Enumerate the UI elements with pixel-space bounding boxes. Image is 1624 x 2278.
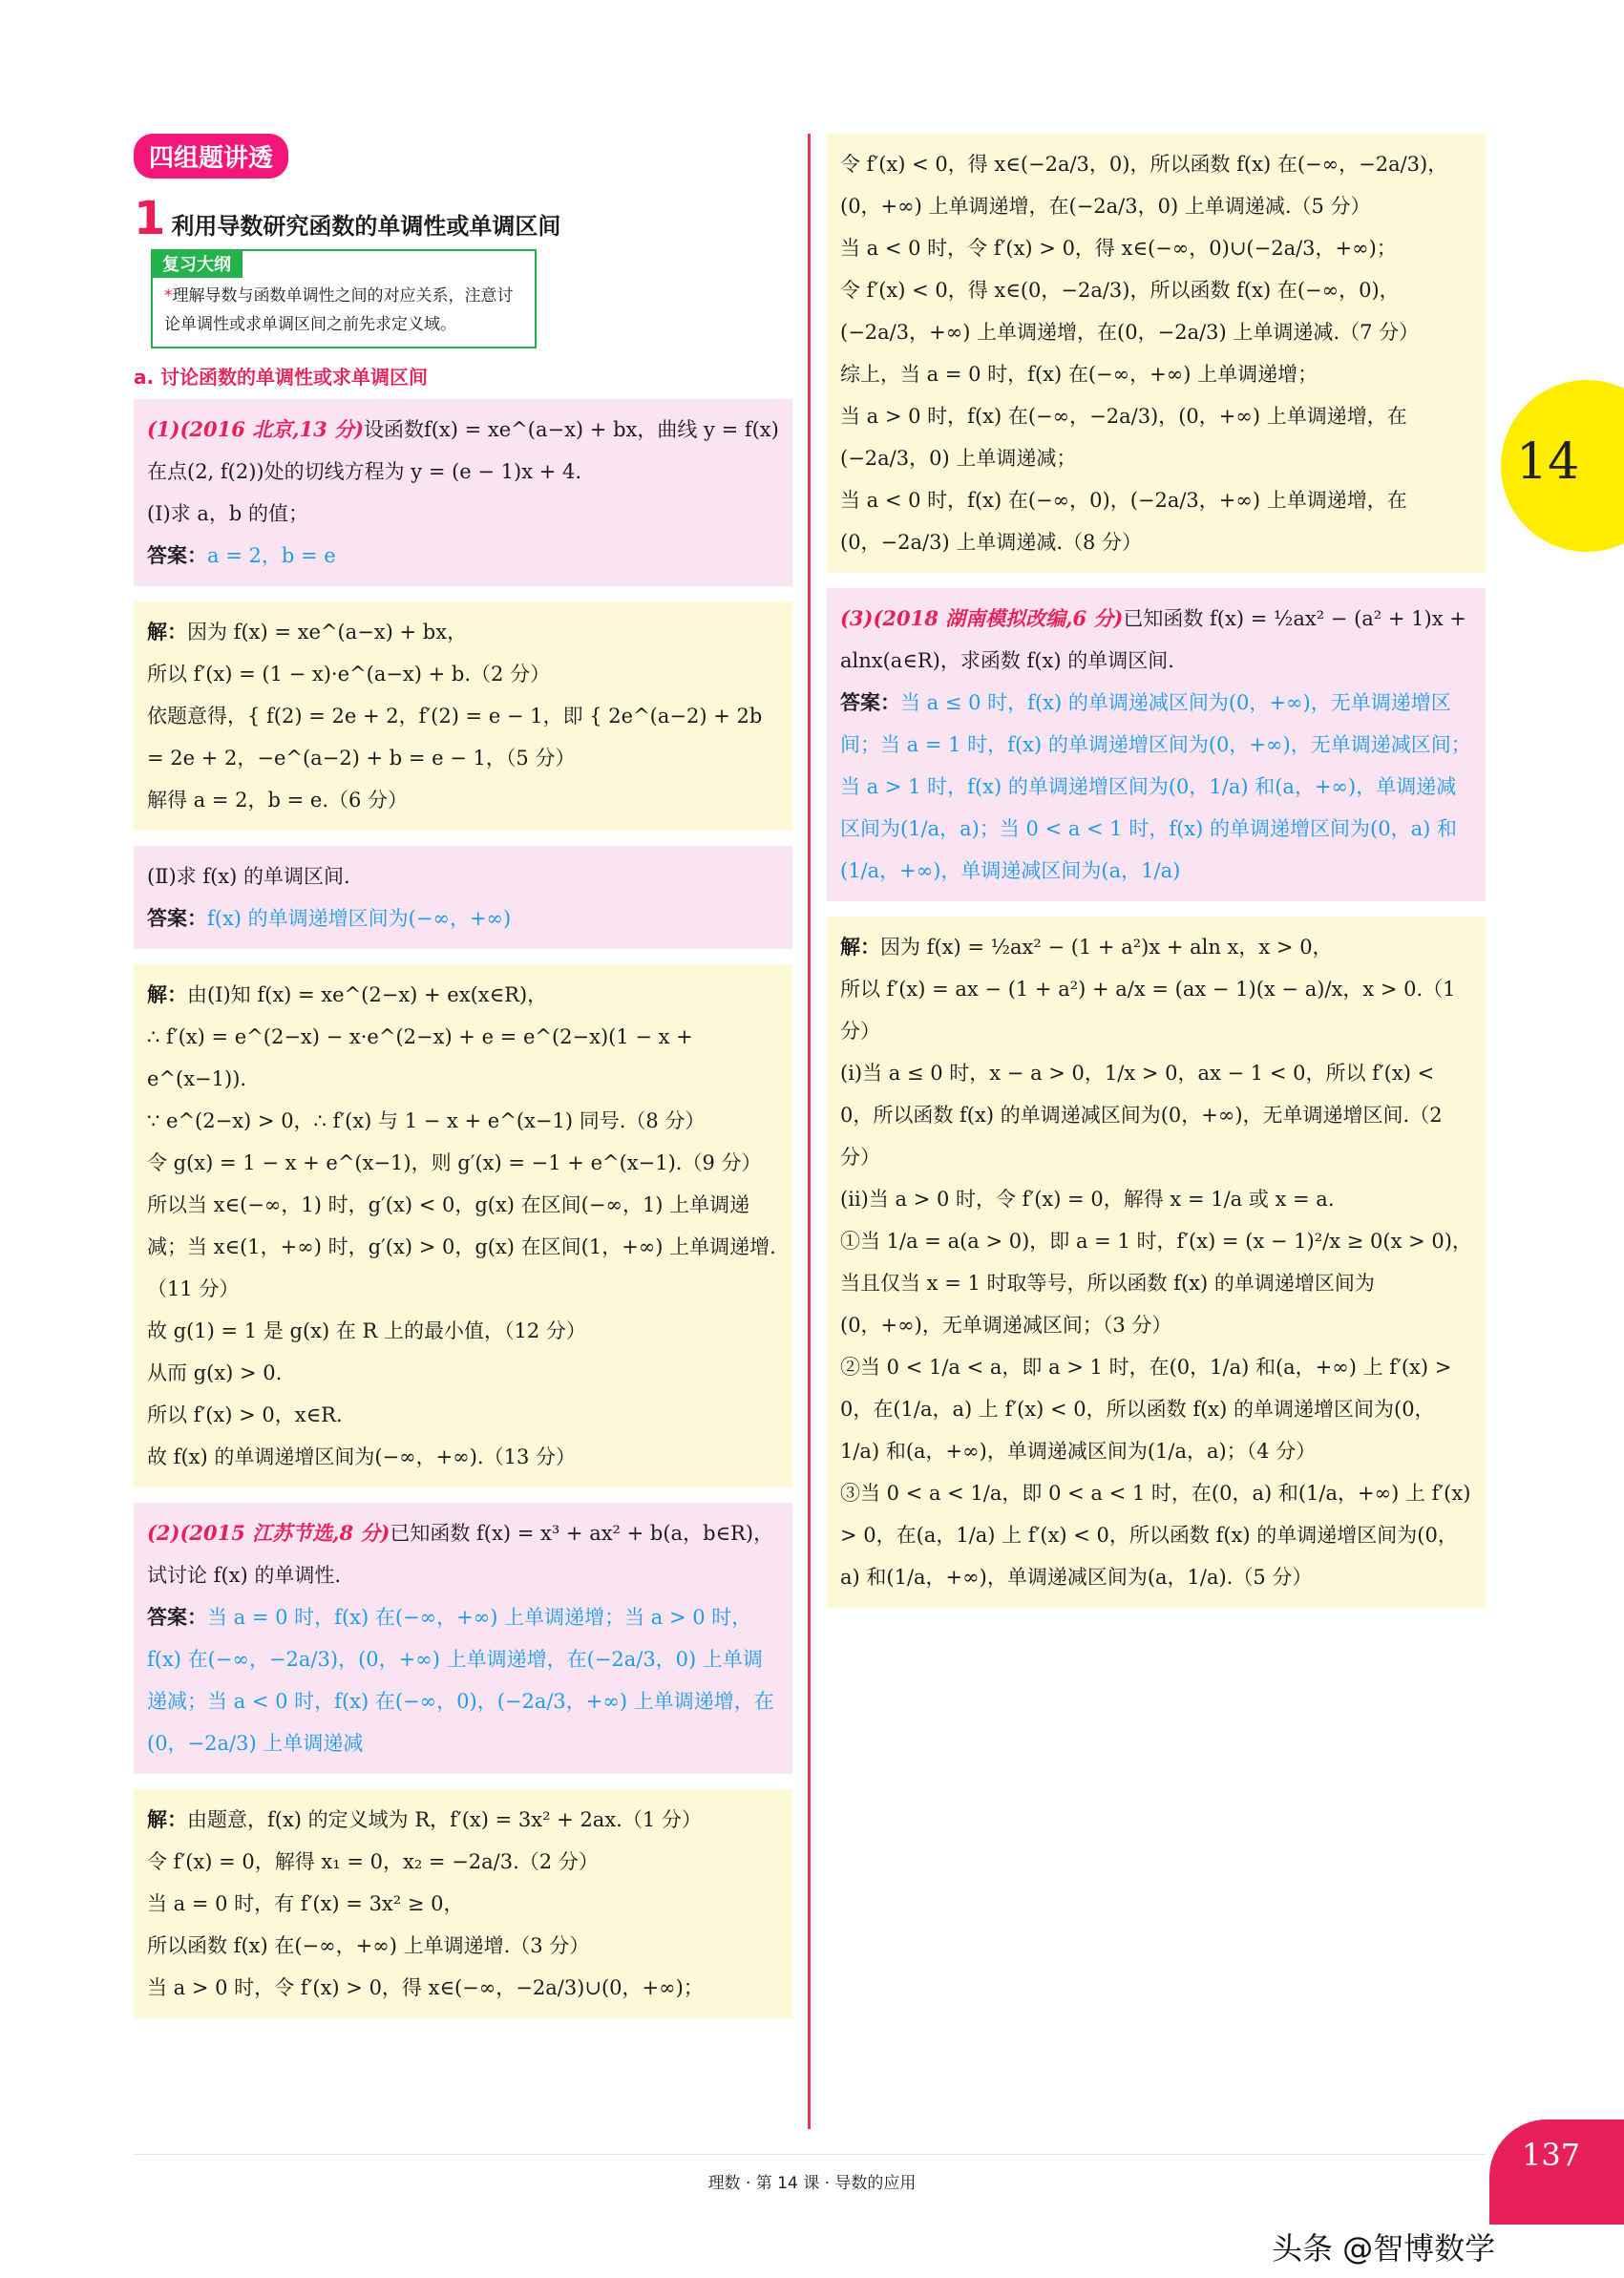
text-line <box>147 1184 779 1310</box>
line-text: 所以函数 f(x) 在(−∞，+∞) 上单调递增.（3 分） <box>147 1934 590 1957</box>
text-line <box>840 1346 1472 1472</box>
line-text: 当 a < 0 时，令 f′(x) > 0，得 x∈(−∞，0)∪(−2a/3，+∞)； <box>840 237 1397 260</box>
line-text: 设函数f(x) = xe^(a−x) + bx，曲线 y = f(x) 在点(2, f(2))处的切线方程为 y = (e − 1)x + 4. <box>147 418 779 483</box>
right-column <box>827 134 1486 1623</box>
text-line <box>840 682 1472 892</box>
line-text: ③当 0 < a < 1/a，即 0 < a < 1 时，在(0，a) 和(1/a，+∞) 上 f′(x) > 0，在(a，1/a) 上 f′(x) < 0，所以函数 f(x) 的单调递增区间为(0，a) 和(1/a，+∞)，单调递减区间为(a，1/a).（5 分） <box>840 1482 1471 1589</box>
line-text: 因为 f(x) = xe^(a−x) + bx， <box>187 621 468 643</box>
text-line <box>840 227 1472 269</box>
line-text: 令 f′(x) < 0，得 x∈(0，−2a/3)，所以函数 f(x) 在(−∞，0)，(−2a/3，+∞) 上单调递增，在(0，−2a/3) 上单调递减.（7 分） <box>840 279 1420 344</box>
text-line <box>840 479 1472 563</box>
text-line <box>840 143 1472 227</box>
text-line <box>147 1799 779 1841</box>
page-footer: 理数 · 第 14 课 · 导数的应用 <box>707 2174 917 2193</box>
line-text: (ⅱ)当 a > 0 时，令 f′(x) = 0，解得 x = 1/a 或 x = a. <box>840 1188 1335 1211</box>
subheading: a. 讨论函数的单调性或求单调区间 <box>134 366 429 389</box>
text-line <box>840 598 1472 682</box>
line-text: 令 f′(x) = 0，解得 x₁ = 0，x₂ = −2a/3.（2 分） <box>147 1850 599 1873</box>
line-label: 解： <box>840 935 880 959</box>
text-line <box>147 535 779 577</box>
text-line <box>840 1220 1472 1346</box>
line-text: 当 a > 0 时，f(x) 在(−∞，−2a/3)，(0，+∞) 上单调递增，在(−2a/3，0) 上单调递减； <box>840 405 1407 470</box>
problem-box <box>827 588 1486 901</box>
line-text: (Ⅱ)求 f(x) 的单调区间. <box>147 865 350 888</box>
line-label: 解： <box>147 982 187 1006</box>
line-label: 答案： <box>147 543 207 567</box>
line-text: 综上，当 a = 0 时，f(x) 在(−∞，+∞) 上单调递增； <box>840 363 1318 386</box>
text-line <box>147 1841 779 1883</box>
line-text: ∴ f′(x) = e^(2−x) − x·e^(2−x) + e = e^(2−x)(1 − x + e^(x−1)). <box>147 1025 693 1090</box>
line-text: 解得 a = 2，b = e.（6 分） <box>147 789 409 812</box>
problem-source: (3)(2018 湖南模拟改编,6 分) <box>840 606 1124 630</box>
line-text: 当 a > 0 时，令 f′(x) > 0，得 x∈(−∞，−2a/3)∪(0，+∞)； <box>147 1976 704 1999</box>
left-column <box>134 134 792 2034</box>
section-heading <box>134 192 792 245</box>
line-text: 由题意，f(x) 的定义域为 R，f′(x) = 3x² + 2ax.（1 分） <box>187 1808 702 1831</box>
text-line <box>840 1178 1472 1220</box>
line-text: 已知函数 f(x) = x³ + ax² + b(a，b∈R)，试讨论 f(x) 的单调性. <box>147 1522 774 1587</box>
solution-box <box>827 917 1486 1608</box>
line-text: 当 a = 0 时，有 f′(x) = 3x² ≥ 0， <box>147 1892 464 1915</box>
line-text: (Ⅰ)求 a，b 的值； <box>147 502 308 525</box>
text-line <box>147 1596 779 1764</box>
text-line <box>840 1052 1472 1178</box>
answer-text: f(x) 的单调递增区间为(−∞，+∞) <box>207 907 512 930</box>
right-problem-list <box>827 134 1486 1608</box>
line-text: 所以 f′(x) = ax − (1 + a²) + a/x = (ax − 1)(x − a)/x，x > 0.（1 分） <box>840 978 1456 1043</box>
text-line <box>147 1394 779 1436</box>
text-line <box>147 897 779 939</box>
text-line <box>147 695 779 779</box>
page-number: 137 <box>1522 2137 1581 2173</box>
line-text: 故 f(x) 的单调递增区间为(−∞，+∞).（13 分） <box>147 1445 576 1468</box>
solution-box <box>134 1789 792 2018</box>
text-line <box>147 779 779 821</box>
section-tag: 四组题讲透 <box>134 134 288 179</box>
text-line <box>840 353 1472 395</box>
text-line <box>147 1967 779 2009</box>
footer-rule <box>134 2154 1486 2155</box>
text-line <box>147 1512 779 1596</box>
line-label: 解： <box>147 1807 187 1831</box>
problem-source: (2)(2015 江苏节选,8 分) <box>147 1521 390 1545</box>
text-line <box>147 1100 779 1142</box>
heading-number: 1 <box>134 192 166 245</box>
text-line <box>147 855 779 897</box>
line-text: ②当 0 < 1/a < a，即 a > 1 时，在(0，1/a) 和(a，+∞) 上 f′(x) > 0，在(1/a，a) 上 f′(x) < 0，所以函数 f(x) 的单调递增区间为(0，1/a) 和(a，+∞)，单调递减区间为(1/a，a)；（4 分） <box>840 1356 1452 1463</box>
chapter-tab-number: 14 <box>1516 433 1580 491</box>
line-text: 从而 g(x) > 0. <box>147 1361 283 1384</box>
solution-box <box>827 134 1486 573</box>
text-line <box>840 1472 1472 1598</box>
line-text: 所以 f′(x) > 0，x∈R. <box>147 1403 343 1426</box>
text-line <box>147 1016 779 1100</box>
answer-text: 当 a = 0 时，f(x) 在(−∞，+∞) 上单调递增；当 a > 0 时，f(x) 在(−∞，−2a/3)，(0，+∞) 上单调递增，在(−2a/3，0) 上单调递减；当 a < 0 时，f(x) 在(−∞，0)，(−2a/3，+∞) 上单调递增，在(0，−2a/3) 上单调递减 <box>147 1606 774 1755</box>
review-outline-box <box>151 249 537 348</box>
text-line <box>840 269 1472 353</box>
text-line <box>840 926 1472 968</box>
line-text: ∵ e^(2−x) > 0，∴ f′(x) 与 1 − x + e^(x−1) 同号.（8 分） <box>147 1109 706 1132</box>
problem-box <box>134 1503 792 1774</box>
star-icon: * <box>164 286 173 306</box>
review-outline-text: *理解导数与函数单调性之间的对应关系，注意讨论单调性或求单调区间之前先求定义域。 <box>164 286 514 334</box>
solution-box <box>134 601 792 831</box>
solution-box <box>134 964 792 1487</box>
text-line <box>147 1883 779 1925</box>
problem-box <box>134 399 792 586</box>
page-number-badge <box>1489 2120 1624 2225</box>
column-divider <box>808 134 811 2129</box>
text-line <box>147 974 779 1016</box>
left-problem-list <box>134 399 792 2018</box>
text-line <box>147 1352 779 1394</box>
line-text: 当 a < 0 时，f(x) 在(−∞，0)，(−2a/3，+∞) 上单调递增，在(0，−2a/3) 上单调递减.（8 分） <box>840 489 1407 554</box>
text-line <box>147 1925 779 1967</box>
heading-text: 利用导数研究函数的单调性或单调区间 <box>171 213 561 240</box>
line-text: 故 g(1) = 1 是 g(x) 在 R 上的最小值，（12 分） <box>147 1319 586 1342</box>
line-label: 解： <box>147 620 187 643</box>
line-label: 答案： <box>147 906 207 930</box>
line-text: (ⅰ)当 a ≤ 0 时，x − a > 0，1/x > 0，ax − 1 < 0，所以 f′(x) < 0，所以函数 f(x) 的单调递减区间为(0，+∞)，无单调递增区间.（2 分） <box>840 1062 1443 1169</box>
answer-text: a = 2，b = e <box>207 544 336 567</box>
text-line <box>147 1436 779 1478</box>
text-line <box>840 395 1472 479</box>
watermark: 头条 @智博数学 <box>1272 2230 1496 2267</box>
line-text: 令 g(x) = 1 − x + e^(x−1)，则 g′(x) = −1 + e^(x−1).（9 分） <box>147 1151 762 1174</box>
text-line <box>147 493 779 535</box>
line-text: 依题意得，{ f(2) = 2e + 2，f′(2) = e − 1，即 { 2e^(a−2) + 2b = 2e + 2，−e^(a−2) + b = e − 1，（5 分） <box>147 705 763 770</box>
line-text: 所以 f′(x) = (1 − x)·e^(a−x) + b.（2 分） <box>147 663 551 686</box>
line-text: 令 f′(x) < 0，得 x∈(−2a/3，0)，所以函数 f(x) 在(−∞，−2a/3)，(0，+∞) 上单调递增，在(−2a/3，0) 上单调递减.（5 分） <box>840 153 1448 218</box>
problem-source: (1)(2016 北京,13 分) <box>147 417 364 441</box>
text-line <box>147 653 779 695</box>
line-label: 答案： <box>147 1605 207 1629</box>
answer-text: 当 a ≤ 0 时，f(x) 的单调递减区间为(0，+∞)，无单调递增区间；当 a = 1 时，f(x) 的单调递增区间为(0，+∞)，无单调递减区间；当 a > 1 时，f(x) 的单调递增区间为(0，1/a) 和(a，+∞)，单调递减区间为(1/a，a)；当 0 < a < 1 时，f(x) 的单调递增区间为(0，a) 和(1/a，+∞)，单调递减区间为(a，1/a) <box>840 691 1471 882</box>
review-outline-tag: 复习大纲 <box>151 249 243 278</box>
text-line <box>840 968 1472 1052</box>
text-line <box>147 611 779 653</box>
chapter-tab <box>1501 380 1624 552</box>
line-text: 已知函数 f(x) = ½ax² − (a² + 1)x + alnx(a∈R)，求函数 f(x) 的单调区间. <box>840 607 1466 672</box>
line-label: 答案： <box>840 690 900 714</box>
text-line <box>147 1310 779 1352</box>
text-line <box>147 409 779 493</box>
text-line <box>147 1142 779 1184</box>
line-text: 由(Ⅰ)知 f(x) = xe^(2−x) + ex(x∈R)， <box>187 983 548 1006</box>
line-text: ①当 1/a = a(a > 0)，即 a = 1 时，f′(x) = (x − 1)²/x ≥ 0(x > 0)，当且仅当 x = 1 时取等号，所以函数 f(x) 的单调递增区间为(0，+∞)，无单调递减区间；（3 分） <box>840 1230 1472 1337</box>
line-text: 所以当 x∈(−∞，1) 时，g′(x) < 0，g(x) 在区间(−∞，1) 上单调递减；当 x∈(1，+∞) 时，g′(x) > 0，g(x) 在区间(1，+∞) 上单调递增.（11 分） <box>147 1193 776 1300</box>
line-text: 因为 f(x) = ½ax² − (1 + a²)x + aln x，x > 0， <box>880 936 1333 959</box>
problem-box <box>134 846 792 949</box>
